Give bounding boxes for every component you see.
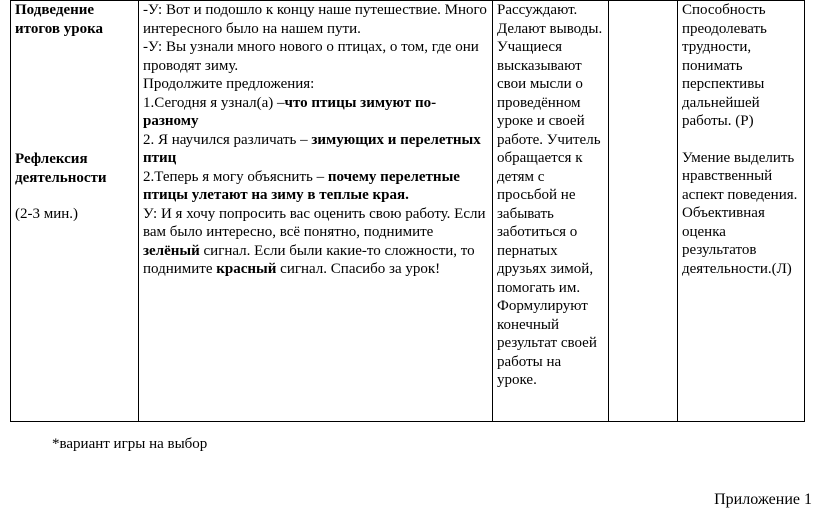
table-row xyxy=(11,1,805,422)
appendix-label: Приложение 1 xyxy=(714,491,812,508)
uud-cell xyxy=(678,1,805,422)
teacher-line-2: -У: Вы узнали много нового о птицах, о том, где они проводят зиму. xyxy=(143,39,479,74)
sentence-2: 2. Я научился различать – зимующих и перелетных птиц xyxy=(143,131,481,166)
regulatory-skill: Способность преодолевать трудности, понимать перспективы дальнейшей работы. (Р) xyxy=(682,2,767,129)
evaluation-request: У: И я хочу попросить вас оценить свою работу. Если вам было интересно, всё понятно, поднимите зелёный сигнал. Если были какие-то сложности, то поднимите красный сигнал. Спасибо за урок! xyxy=(143,205,486,277)
personal-skill: Умение выделить нравственный аспект поведения. Объективная оценка результатов деятельности.(Л) xyxy=(682,149,798,277)
empty-cell xyxy=(609,1,678,422)
teacher-line-1: -У: Вот и подошло к концу наше путешествие. Много интересного было на нашем пути. xyxy=(143,2,487,37)
duration-label: (2-3 мин.) xyxy=(15,206,79,222)
stage-title: Подведение итогов урока xyxy=(15,2,103,37)
sentence-1: 1.Сегодня я узнал(а) –что птицы зимуют по-разному xyxy=(143,94,437,129)
lesson-stage-table xyxy=(10,0,805,422)
student-activity-cell xyxy=(493,1,609,422)
prompt-line: Продолжите предложения: xyxy=(143,76,315,92)
stage-cell xyxy=(11,1,139,422)
sentence-3: 2.Теперь я могу объяснить – почему перелетные птицы улетают на зиму в теплые края. xyxy=(143,168,460,203)
student-activity-text: Рассуждают. Делают выводы. Учащиеся высказывают свои мысли о проведённом уроке и своей работе. Учитель обращается к детям с просьбой не забывать заботиться о пернатых друзьях зимой, помогать им. Формулируют конечный результат своей работы на уроке. xyxy=(497,2,603,388)
footnote: *вариант игры на выбор xyxy=(52,436,208,452)
reflection-label: Рефлексия деятельности xyxy=(15,151,107,186)
teacher-activity-cell xyxy=(139,1,493,422)
